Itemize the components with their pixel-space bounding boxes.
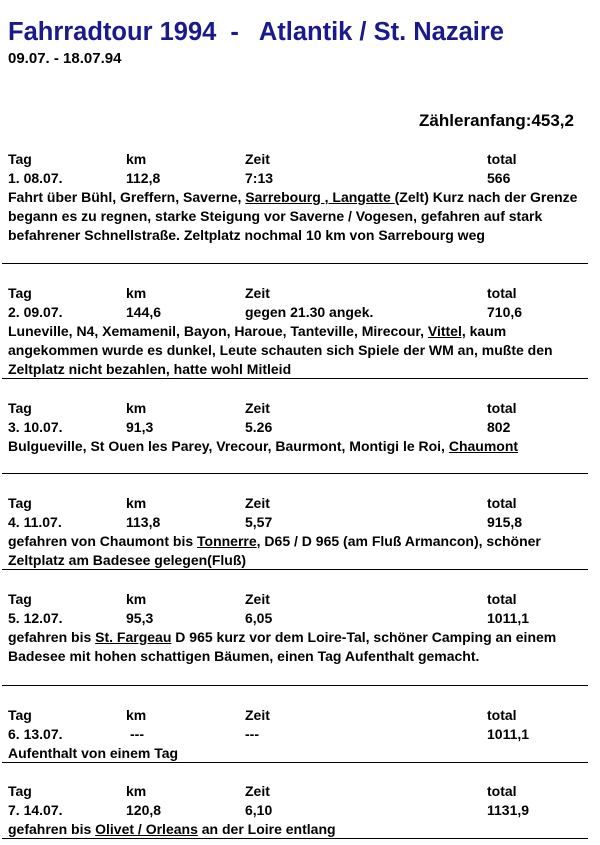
desc-place: Olivet / Orleans — [95, 821, 198, 837]
desc-text: Fahrt über Bühl, Greffern, Saverne, — [8, 189, 246, 205]
entry-total: 802 — [487, 419, 511, 435]
col-tag-label: Tag — [8, 400, 32, 416]
entry-header-row — [0, 706, 588, 725]
entry-values-row — [0, 303, 588, 322]
col-km-label: km — [126, 783, 147, 799]
desc-text-rest: an der Loire entlang — [197, 821, 336, 837]
entry-km: 113,8 — [126, 514, 161, 530]
divider — [2, 762, 588, 763]
entry-zeit: 5,57 — [245, 514, 273, 530]
entry-km: --- — [130, 726, 144, 742]
col-km-label: km — [126, 400, 147, 416]
col-km-label: km — [126, 707, 147, 723]
col-tag-label: Tag — [8, 495, 32, 511]
divider — [2, 685, 588, 686]
col-zeit-label: Zeit — [245, 151, 270, 167]
entry-total: 710,6 — [487, 304, 523, 320]
desc-text-rest: D 965 kurz vor dem Loire-Tal, schöner Camping an einem Badesee mit hohen schattigen Bäumen, einen Tag Aufenthalt gemacht. — [8, 629, 557, 664]
col-km-label: km — [126, 495, 147, 511]
counter-start: Zähleranfang:453,2 — [419, 111, 574, 130]
title-text: Fahrradtour 1994 — [8, 18, 217, 46]
desc-text: Luneville, N4, Xemamenil, Bayon, Haroue, Tanteville, Mirecour, — [8, 323, 428, 339]
entry-description — [0, 437, 588, 456]
entry-km: 112,8 — [126, 170, 161, 186]
desc-text: gefahren von Chaumont bis — [8, 533, 198, 549]
col-zeit-label: Zeit — [245, 495, 270, 511]
desc-text: Bulgueville, St Ouen les Parey, Vrecour, Baurmont, Montigi le Roi, — [8, 438, 449, 454]
entry-header-row — [0, 284, 588, 303]
entry-tag: 5. 12.07. — [8, 610, 63, 626]
entry-zeit: 7:13 — [245, 170, 274, 186]
title-destination: Atlantik / St. Nazaire — [258, 18, 504, 46]
entry-zeit: 5.26 — [245, 419, 273, 435]
desc-place: Sarrebourg , Langatte — [245, 189, 395, 205]
entry-values-row — [0, 418, 588, 437]
entry-header-row — [0, 782, 588, 801]
entry-2 — [0, 284, 588, 379]
col-tag-label: Tag — [8, 285, 32, 301]
entry-tag: 2. 09.07. — [8, 304, 63, 320]
entry-tag: 1. 08.07. — [8, 170, 63, 186]
entry-zeit: 6,10 — [245, 802, 273, 818]
desc-text: gefahren bis — [8, 821, 96, 837]
entry-total: 1131,9 — [487, 802, 530, 818]
entry-zeit: 6,05 — [245, 610, 273, 626]
col-zeit-label: Zeit — [245, 783, 270, 799]
divider — [2, 378, 588, 379]
divider — [2, 838, 588, 839]
entry-1 — [0, 150, 588, 245]
entry-header-row — [0, 590, 588, 609]
entry-4 — [0, 494, 588, 570]
desc-text-rest: (Zelt) Kurz nach der Grenze begann es zu regnen, starke Steigung vor Saverne / Vogesen, gefahren auf stark befahrener Schnellstraße. Zeltplatz nochmal 10 km von Sarrebourg weg — [8, 189, 578, 243]
col-tag-label: Tag — [8, 707, 32, 723]
date-range: 09.07. - 18.07.94 — [8, 50, 122, 67]
col-total-label: total — [487, 400, 517, 416]
col-zeit-label: Zeit — [245, 591, 270, 607]
entry-header-row — [0, 150, 588, 169]
entry-5 — [0, 590, 588, 666]
entry-description — [0, 188, 588, 245]
col-km-label: km — [126, 591, 147, 607]
col-zeit-label: Zeit — [245, 400, 270, 416]
page-title — [8, 18, 504, 46]
entry-6 — [0, 706, 588, 763]
divider — [2, 473, 588, 474]
col-zeit-label: Zeit — [245, 707, 270, 723]
entry-values-row — [0, 513, 588, 532]
entry-description — [0, 820, 588, 839]
entry-description — [0, 744, 588, 763]
col-tag-label: Tag — [8, 591, 32, 607]
entry-header-row — [0, 494, 588, 513]
desc-text-rest: , D65 / D 965 (am Fluß Armancon), schöner Zeltplatz am Badesee gelegen(Fluß) — [8, 533, 541, 568]
entry-tag: 4. 11.07. — [8, 514, 62, 530]
desc-place: Chaumont — [448, 438, 519, 454]
desc-text: gefahren bis — [8, 629, 96, 645]
col-total-label: total — [487, 495, 517, 511]
col-total-label: total — [487, 285, 517, 301]
entry-km: 95,3 — [126, 610, 154, 626]
entry-total: 915,8 — [487, 514, 523, 530]
col-tag-label: Tag — [8, 783, 32, 799]
col-total-label: total — [487, 151, 517, 167]
col-total-label: total — [487, 707, 517, 723]
col-total-label: total — [487, 783, 517, 799]
entry-zeit: --- — [245, 726, 259, 742]
entry-values-row — [0, 725, 588, 744]
entry-description — [0, 322, 588, 379]
entry-description — [0, 628, 588, 666]
entry-total: 1011,1 — [487, 610, 530, 626]
title-dash: - — [230, 18, 239, 46]
desc-place: St. Fargeau — [95, 629, 172, 645]
desc-place: Vittel, — [427, 323, 466, 339]
entry-3 — [0, 399, 588, 456]
entry-values-row — [0, 801, 588, 820]
entry-zeit: gegen 21.30 angek. — [245, 304, 374, 320]
entry-tag: 6. 13.07. — [8, 726, 63, 742]
entry-values-row — [0, 609, 588, 628]
divider — [2, 569, 588, 570]
entry-km: 144,6 — [126, 304, 162, 320]
entry-km: 120,8 — [126, 802, 162, 818]
col-km-label: km — [126, 285, 147, 301]
entry-7 — [0, 782, 588, 839]
entry-tag: 7. 14.07. — [8, 802, 63, 818]
col-zeit-label: Zeit — [245, 285, 270, 301]
desc-place: Tonnerre — [197, 533, 257, 549]
divider — [2, 263, 588, 264]
entry-total: 1011,1 — [487, 726, 530, 742]
col-total-label: total — [487, 591, 517, 607]
entry-km: 91,3 — [126, 419, 154, 435]
entry-total: 566 — [487, 170, 511, 186]
col-km-label: km — [126, 151, 147, 167]
entry-header-row — [0, 399, 588, 418]
entry-tag: 3. 10.07. — [8, 419, 63, 435]
desc-text: Aufenthalt von einem Tag — [8, 745, 179, 761]
entry-description — [0, 532, 588, 570]
desc-text-rest: kaum angekommen wurde es dunkel, Leute schauten sich Spiele der WM an, mußte den Zeltplatz nicht bezahlen, hatte wohl Mitleid — [8, 323, 553, 377]
col-tag-label: Tag — [8, 151, 32, 167]
entry-values-row — [0, 169, 588, 188]
